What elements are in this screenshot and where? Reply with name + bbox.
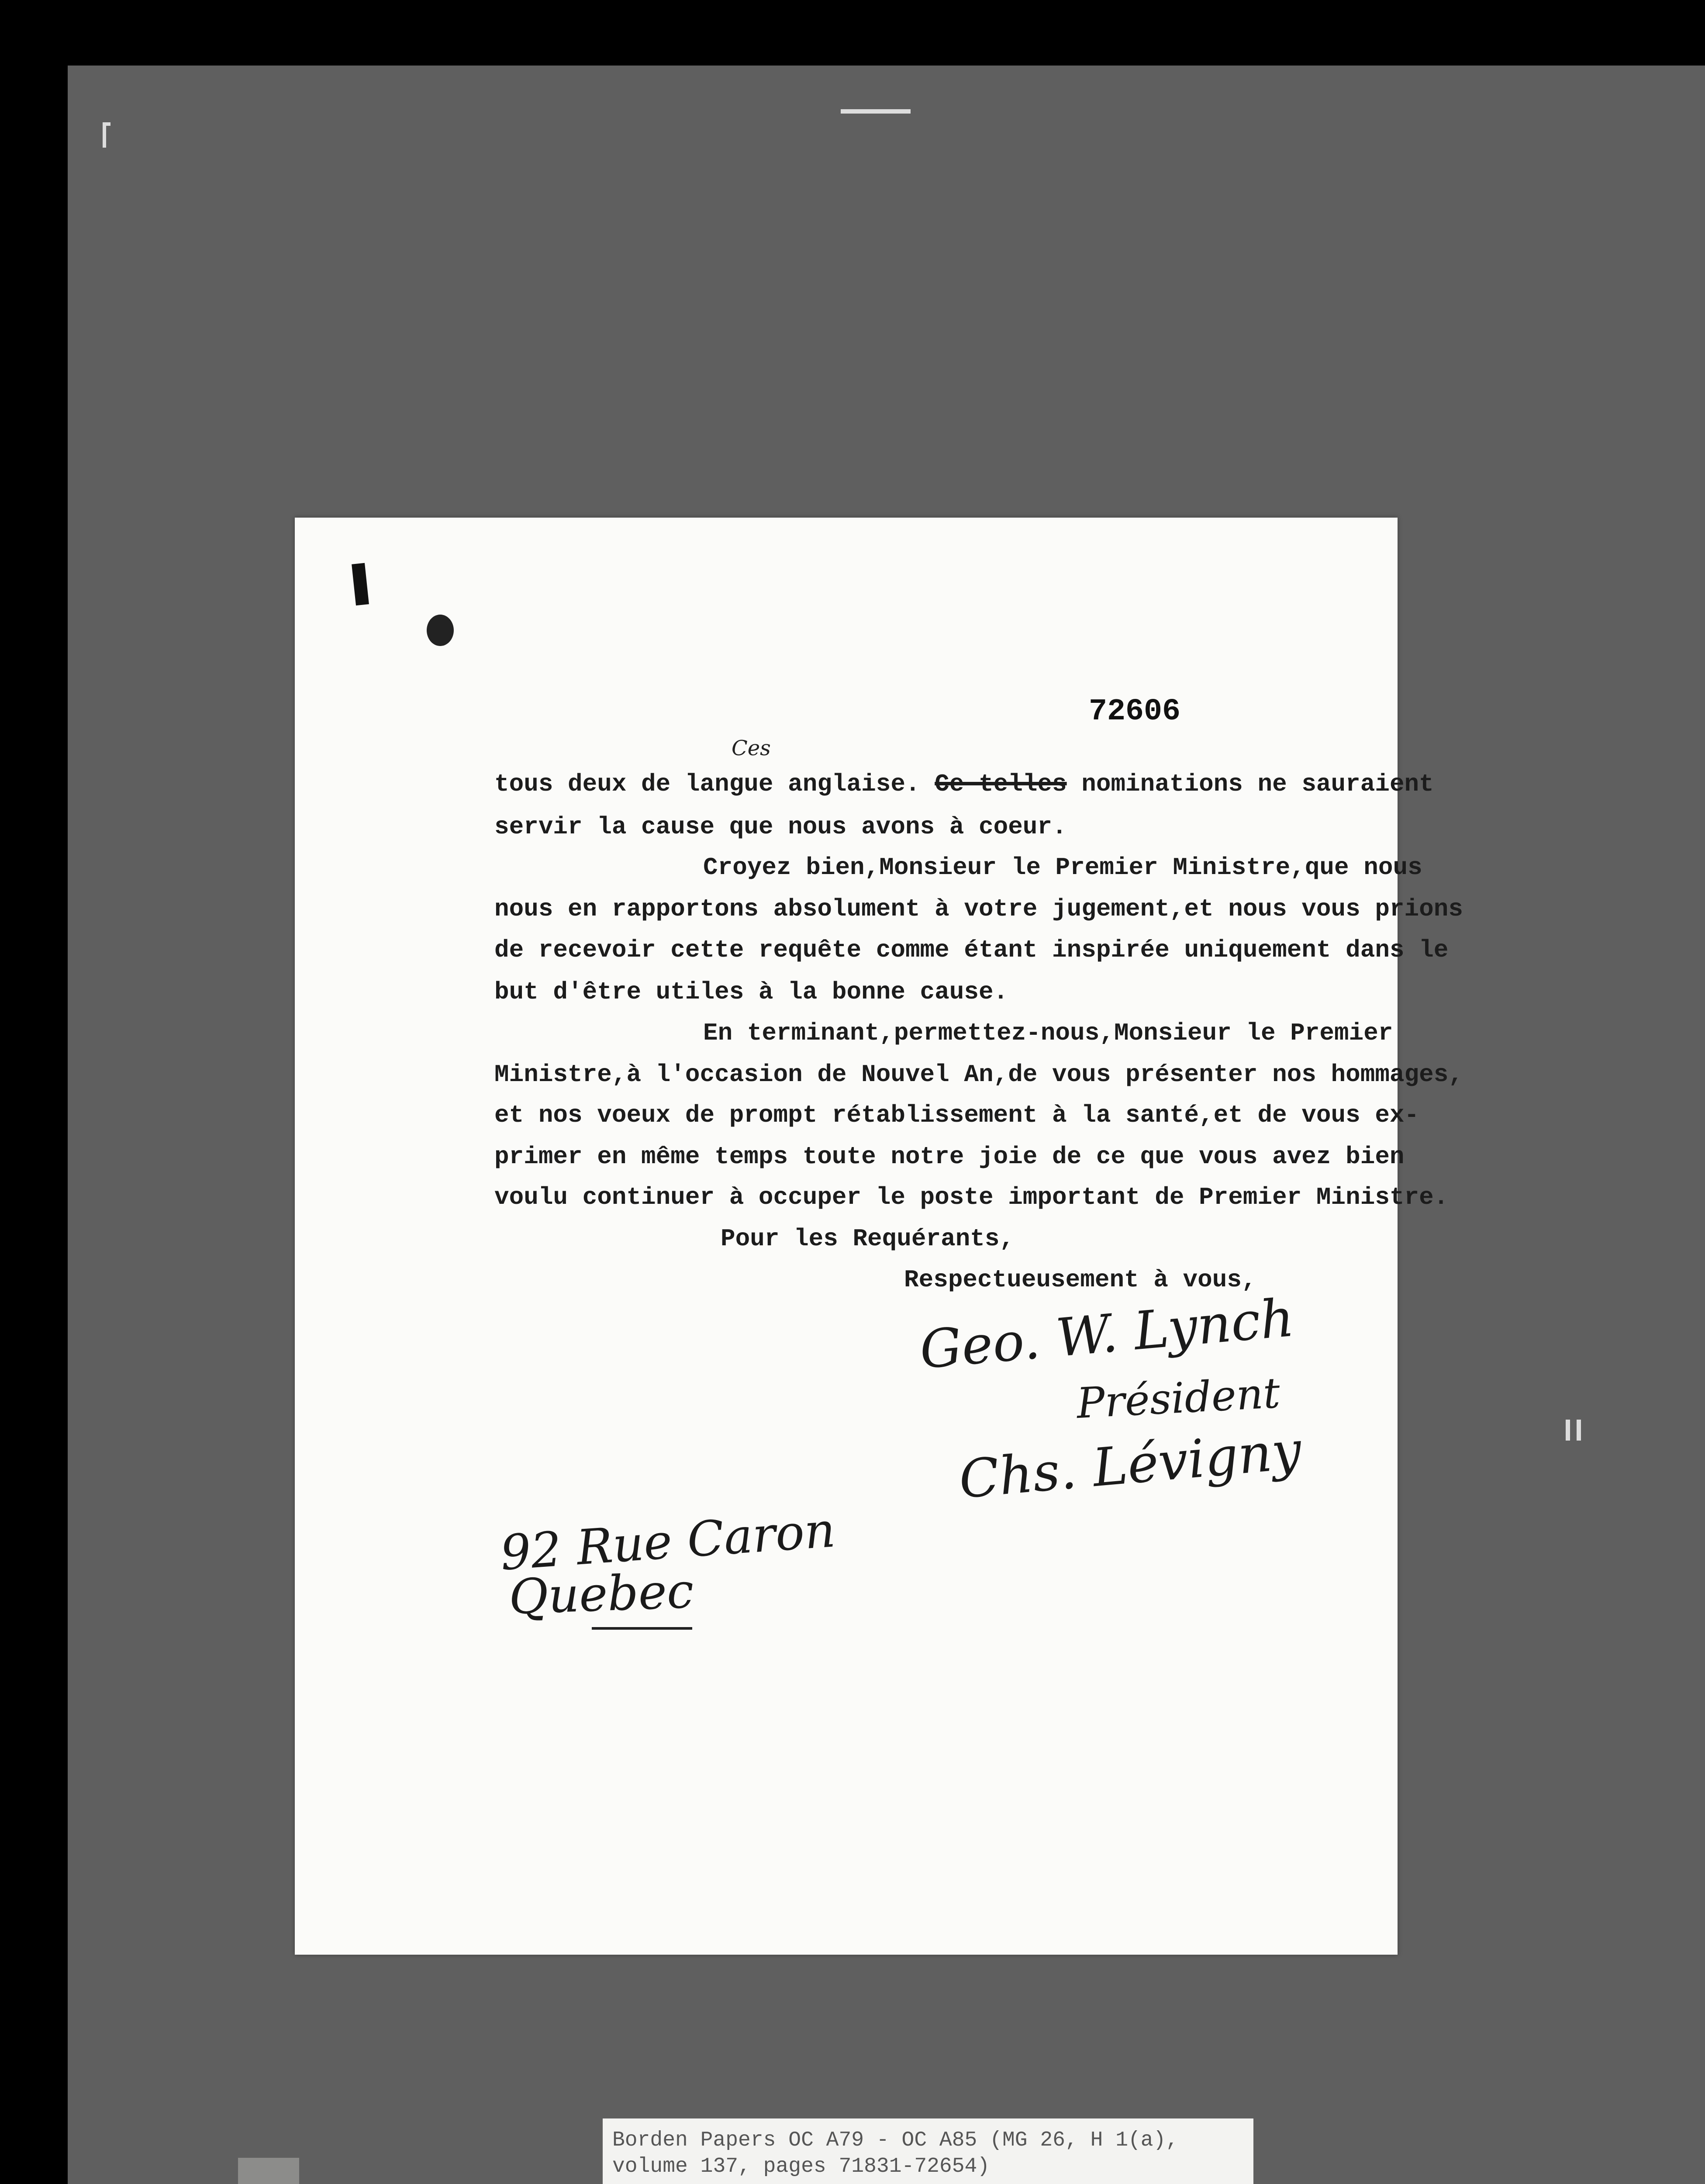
letter-line-6: but d'être utiles à la bonne cause. [494, 978, 1008, 1006]
signature-name-2: Chs. Lévigny [956, 1420, 1304, 1510]
letter-line-11: voulu continuer à occuper le poste important de Premier Ministre. [494, 1183, 1449, 1211]
film-side-mark [1566, 1420, 1570, 1441]
staple-mark [352, 563, 369, 606]
struck-text: Ce telles [935, 770, 1067, 798]
page-number: 72606 [1089, 695, 1181, 729]
letter-text: tous deux de langue anglaise. [494, 770, 935, 798]
letter-line-1 [494, 772, 1434, 796]
letter-line-12: Pour les Requérants, [721, 1225, 1015, 1253]
reference-line-2: volume 137, pages 71831-72654) [612, 2155, 990, 2178]
reference-label [603, 2118, 1253, 2184]
tape-strip [238, 2158, 299, 2184]
address-city: Quebec [507, 1562, 695, 1625]
letter-closing: Respectueusement à vous, [904, 1266, 1256, 1294]
signature-name-1: Geo. W. Lynch [917, 1287, 1297, 1381]
signature-title-1: Président [1075, 1368, 1281, 1428]
letter-line-4: nous en rapportons absolument à votre jugement,et nous vous prions [494, 895, 1463, 923]
film-corner-mark [103, 122, 110, 148]
reference-line-1: Borden Papers OC A79 - OC A85 (MG 26, H 1(a), [612, 2129, 1179, 2152]
letter-line-2: servir la cause que nous avons à coeur. [494, 813, 1067, 841]
address-underline [592, 1627, 692, 1630]
letter-page [295, 518, 1463, 1955]
letter-line-7: En terminant,permettez-nous,Monsieur le Premier [703, 1019, 1393, 1047]
letter-line-8: Ministre,à l'occasion de Nouvel An,de vous présenter nos hommages, [494, 1061, 1463, 1089]
letter-line-10: primer en même temps toute notre joie de ce que vous avez bien [494, 1143, 1405, 1171]
letter-text: nominations ne sauraient [1066, 770, 1434, 798]
film-side-mark [1577, 1420, 1581, 1441]
letter-line-5: de recevoir cette requête comme étant inspirée uniquement dans le [494, 936, 1449, 964]
punch-hole [427, 615, 454, 646]
letter-line-9: et nos voeux de prompt rétablissement à la santé,et de vous ex- [494, 1101, 1419, 1129]
letter-line-3: Croyez bien,Monsieur le Premier Ministre,que nous [703, 854, 1422, 881]
handwritten-correction: Ces [732, 736, 771, 760]
film-top-mark [841, 109, 911, 114]
address-street: 92 Rue Caron [498, 1502, 837, 1581]
